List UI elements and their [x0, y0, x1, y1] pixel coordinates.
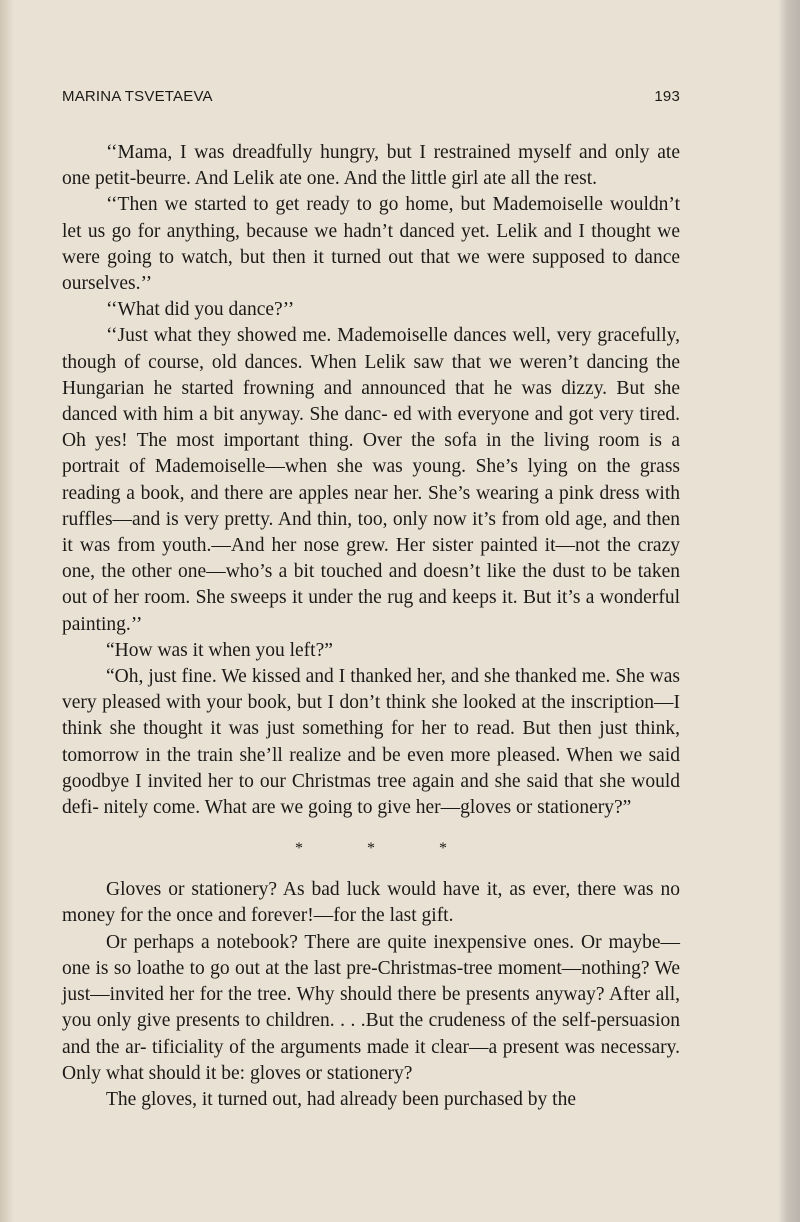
page-gutter-shadow — [0, 0, 14, 1222]
body-text — [62, 140, 680, 1113]
paragraph: ‘‘What did you dance?’’ — [106, 299, 295, 321]
page-number: 193 — [654, 88, 680, 105]
paragraph: The gloves, it turned out, had already been purchased by the — [106, 1088, 577, 1110]
paragraph: Gloves or stationery? As bad luck would have it, as ever, there was no money for the once and forever!—for the last gift. — [62, 879, 680, 927]
paragraph: ‘‘Then we started to get ready to go home, but Mademoiselle wouldn’t let us go for anything, because we hadn’t danced yet. Lelik and I thought we were going to watch, but then it turned out that we were supposed to dance ourselves.’’ — [62, 194, 680, 295]
section-break: * * * — [295, 840, 477, 858]
paragraph: ‘‘Just what they showed me. Mademoiselle dances well, very gracefully, though of course, old dances. When Lelik saw that we weren’t dancing the Hungarian he started frowning and announced that he was dizzy. But she danced with him a bit anyway. She danc- ed with everyone and got very tired. Oh yes! The most important thing. Over the sofa in the living room is a portrait of Mademoiselle—when she was young. She’s lying on the grass reading a book, and there are apples near her. She’s wearing a pink dress with ruffles—and is very pretty. And thin, too, only now it’s from old age, and then it was from youth.—And her nose grew. Her sister painted it—not the crazy one, the other one—who’s a bit touched and doesn’t like the dust to be taken out of her room. She sweeps it under the rug and keeps it. But it’s a wonderful painting.’’ — [62, 325, 680, 635]
paragraph: “How was it when you left?” — [106, 639, 333, 661]
paragraph: Or perhaps a notebook? There are quite inexpensive ones. Or maybe—one is so loathe to go out at the last pre-Christmas-tree moment—nothing? We just—invited her for the tree. Why should there be presents anyway? After all, you only give presents to children. . . .But the crudeness of the self-persuasion and the ar- tificiality of the arguments made it clear—a present was necessary. Only what should it be: gloves or stationery? — [62, 931, 680, 1084]
paragraph: ‘‘Mama, I was dreadfully hungry, but I restrained myself and only ate one petit-beurre. And Lelik ate one. And the little girl ate all the rest. — [62, 142, 680, 190]
running-head — [62, 88, 680, 105]
running-head-author: MARINA TSVETAEVA — [62, 88, 213, 105]
page-edge — [778, 0, 800, 1222]
paragraph: “Oh, just fine. We kissed and I thanked her, and she thanked me. She was very pleased with your book, but I don’t think she looked at the inscription—I think she thought it was just something for her to read. But then just think, tomorrow in the train she’ll realize and be even more pleased. When we said goodbye I invited her to our Christmas tree again and she said that she would defi- nitely come. What are we going to give her—gloves or stationery?” — [62, 666, 680, 819]
